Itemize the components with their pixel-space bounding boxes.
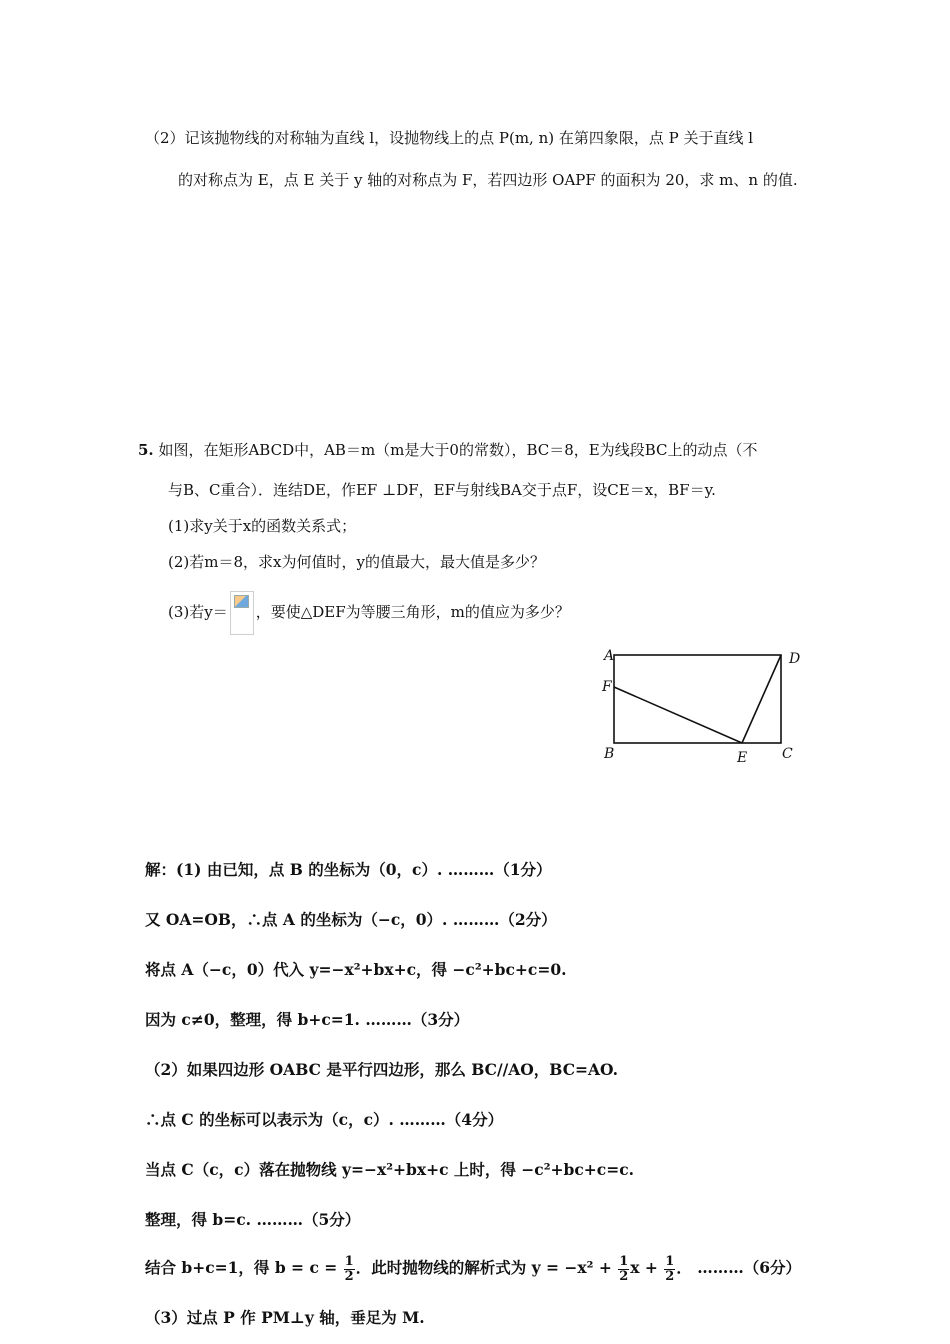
sol9-part-a: 结合 b+c=1，得 b = c =	[145, 1258, 343, 1277]
solution-line3: 将点 A（−c，0）代入 y=−x²+bx+c，得 −c²+bc+c=0.	[145, 960, 567, 979]
label-b: B	[604, 746, 615, 762]
solution-line7: 当点 C（c，c）落在抛物线 y=−x²+bx+c 上时，得 −c²+bc+c=c.	[145, 1160, 635, 1179]
solution-line2: 又 OA=OB，∴点 A 的坐标为（−c，0）. ………（2分）	[145, 910, 557, 929]
fraction-one-half: $\frac{1}{2}$	[619, 1253, 629, 1284]
problem5-sub3	[168, 590, 570, 635]
label-f: F	[602, 679, 612, 695]
sol9-part-d: ． ………（6分）	[676, 1258, 802, 1277]
solution-line1: 解：(1) 由已知，点 B 的坐标为（0，c）. ………（1分）	[145, 860, 552, 879]
label-a: A	[604, 648, 615, 664]
problem5-sub1: (1)求y关于x的函数关系式；	[168, 517, 357, 535]
solution-line5: （2）如果四边形 OABC 是平行四边形，那么 BC//AO，BC=AO.	[145, 1060, 619, 1079]
solution-line10: （3）过点 P 作 PM⊥y 轴，垂足为 M.	[145, 1308, 425, 1327]
sol9-part-c: x +	[630, 1258, 664, 1277]
broken-image-icon	[230, 591, 254, 635]
solution-line8: 整理，得 b=c. ………（5分）	[145, 1210, 361, 1229]
sol9-part-b: ．此时抛物线的解析式为 y = −x² +	[355, 1258, 618, 1277]
segment-fe	[614, 687, 742, 743]
segment-ed	[742, 655, 781, 743]
part2-line1: （2）记该抛物线的对称轴为直线 l，设抛物线上的点 P(m, n) 在第四象限，点 P 关于直线 l	[145, 129, 754, 147]
fraction-one-half: $\frac{1}{2}$	[344, 1253, 354, 1284]
label-c: C	[782, 746, 793, 762]
rectangle-abcd	[614, 655, 781, 743]
sub3-suffix: ，要使△DEF为等腰三角形，m的值应为多少？	[255, 603, 570, 621]
sub3-prefix: (3)若y＝	[168, 603, 228, 621]
label-e: E	[737, 750, 748, 766]
problem5-text1: 如图，在矩形ABCD中，AB＝m（m是大于0的常数），BC＝8，E为线段BC上的动点（不	[158, 441, 758, 459]
label-d: D	[789, 651, 801, 667]
solution-line4: 因为 c≠0，整理，得 b+c=1. ………（3分）	[145, 1010, 470, 1029]
problem-number: 5.	[138, 441, 154, 459]
rectangle-figure	[598, 645, 818, 770]
fraction-one-half: $\frac{1}{2}$	[665, 1253, 675, 1284]
solution-line6: ∴点 C 的坐标可以表示为（c，c）. ………（4分）	[145, 1110, 504, 1129]
part2-line2: 的对称点为 E，点 E 关于 y 轴的对称点为 F，若四边形 OAPF 的面积为 20，求 m、n 的值.	[178, 171, 798, 189]
solution-line9	[145, 1250, 801, 1286]
problem5-sub2: (2)若m＝8，求x为何值时，y的值最大，最大值是多少？	[168, 553, 545, 571]
problem5-line2: 与B、C重合）．连结DE，作EF ⊥DF，EF与射线BA交于点F，设CE＝x，BF＝y.	[168, 481, 716, 499]
problem5-line1	[138, 440, 758, 460]
